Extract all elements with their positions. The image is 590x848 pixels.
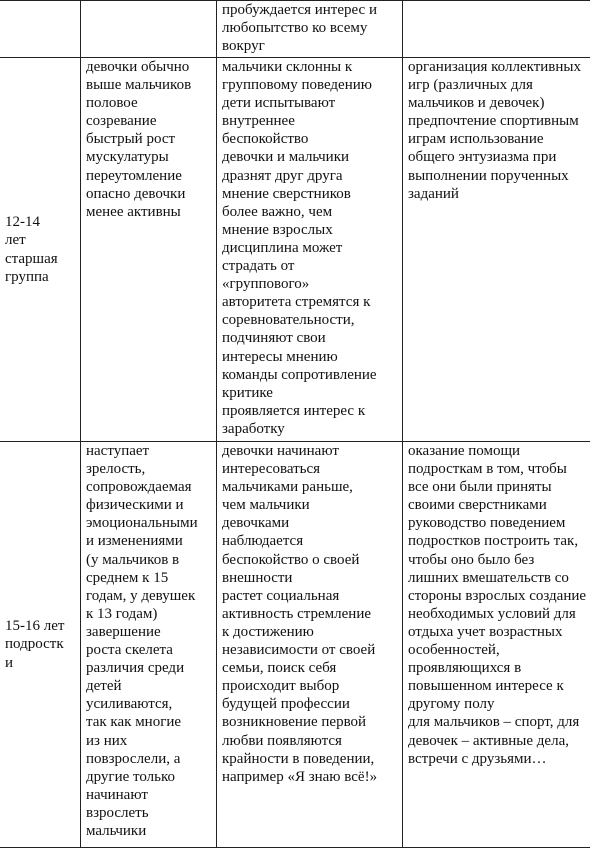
cell-text-line: переутомление (86, 167, 212, 185)
cell-text-line: авторитета стремятся к (222, 293, 398, 311)
cell-text-line: эмоциональными (86, 514, 212, 532)
cell-text-line: любопытство ко всему (222, 19, 398, 37)
cell-text-line: игр (различных для (408, 76, 590, 94)
cell-text-line: критике (222, 384, 398, 402)
cell-text-line: и изменениями (86, 532, 212, 550)
cell-text-line: зрелость, (86, 460, 212, 478)
cell-text-line: старшая (5, 250, 76, 268)
cell-text-line: усиливаются, (86, 695, 212, 713)
cell-text-line: организация коллективных (408, 58, 590, 76)
cell-text-line: проявляется интерес к (222, 402, 398, 420)
cell-text-line: встречи с друзьями… (408, 750, 590, 768)
cell-text-line: мальчиков и девочек) (408, 94, 590, 112)
cell-text-line: например «Я знаю всё!» (222, 768, 398, 786)
cell-text-line: физическими и (86, 496, 212, 514)
table-row (0, 1, 590, 58)
features-cell (81, 442, 217, 848)
cell-text-line: все они были приняты (408, 478, 590, 496)
cell-text-line: любви появляются (222, 732, 398, 750)
cell-text-line: повзрослели, а (86, 750, 212, 768)
cell-text-line: чем мальчики (222, 496, 398, 514)
cell-text-line: вокруг (222, 37, 398, 55)
cell-text-line: мальчики (86, 822, 212, 840)
cell-text-line: подчиняют свои (222, 329, 398, 347)
cell-text-line: выполнении порученных (408, 167, 590, 185)
cell-text-line: роста скелета (86, 641, 212, 659)
cell-text-line: дисциплина может (222, 239, 398, 257)
cell-text-line: сопровождаемая (86, 478, 212, 496)
cell-text-line: будущей профессии (222, 695, 398, 713)
cell-text-line: годам, у девушек (86, 587, 212, 605)
cell-text-line: взрослеть (86, 804, 212, 822)
features-cell (81, 1, 217, 58)
cell-text-line: другие только (86, 768, 212, 786)
cell-text-line: 15-16 лет (5, 617, 76, 635)
cell-text-line: дети испытывают (222, 94, 398, 112)
table-row (0, 442, 590, 848)
cell-text-line: к 13 годам) (86, 605, 212, 623)
cell-text-line: для мальчиков – спорт, для (408, 713, 590, 731)
cell-text-line: лишних вмешательств со (408, 569, 590, 587)
cell-text-line: завершение (86, 623, 212, 641)
age-cell (0, 442, 81, 848)
cell-text-line: созревание (86, 112, 212, 130)
cell-text-line: группа (5, 268, 76, 286)
cell-text-line: дразнят друг друга (222, 167, 398, 185)
cell-text-line: к достижению (222, 623, 398, 641)
cell-text-line: наблюдается (222, 532, 398, 550)
cell-text-line: крайности в поведении, (222, 750, 398, 768)
psychology-cell (217, 442, 403, 848)
cell-text-line: опасно девочки (86, 185, 212, 203)
cell-text-line: девочками (222, 514, 398, 532)
psychology-cell (217, 1, 403, 58)
cell-text-line: лет (5, 231, 76, 249)
cell-text-line: независимости от своей (222, 641, 398, 659)
cell-text-line: девочек – активные дела, (408, 732, 590, 750)
cell-text-line: менее активны (86, 203, 212, 221)
cell-text-line: мнение сверстников (222, 185, 398, 203)
age-cell (0, 1, 81, 58)
cell-text-line: девочки и мальчики (222, 148, 398, 166)
cell-text-line: отдыха учет возрастных (408, 623, 590, 641)
cell-text-line: так как многие (86, 713, 212, 731)
cell-text-line: другому полу (408, 695, 590, 713)
cell-text-line: быстрый рост (86, 130, 212, 148)
cell-text-line: оказание помощи (408, 442, 590, 460)
cell-text-line: внутреннее (222, 112, 398, 130)
cell-text-line: подростков построить так, (408, 532, 590, 550)
cell-text-line: подросткам в том, чтобы (408, 460, 590, 478)
cell-text-line: «группового» (222, 275, 398, 293)
recommendations-cell (403, 58, 590, 442)
cell-text-line: проявляющихся в (408, 659, 590, 677)
psychology-cell (217, 58, 403, 442)
cell-text-line: стороны взрослых создание (408, 587, 590, 605)
cell-text-line: мальчиками раньше, (222, 478, 398, 496)
cell-text-line: мальчики склонны к (222, 58, 398, 76)
cell-text-line: интересы мнению (222, 348, 398, 366)
cell-text-line: пробуждается интерес и (222, 1, 398, 19)
cell-text-line: подростк (5, 635, 76, 653)
cell-text-line: беспокойство (222, 130, 398, 148)
cell-text-line: мускулатуры (86, 148, 212, 166)
cell-text-line: руководство поведением (408, 514, 590, 532)
cell-text-line: заработку (222, 420, 398, 438)
cell-text-line: более важно, чем (222, 203, 398, 221)
cell-text-line: выше мальчиков (86, 76, 212, 94)
cell-text-line: девочки обычно (86, 58, 212, 76)
cell-text-line: групповому поведению (222, 76, 398, 94)
cell-text-line: команды сопротивление (222, 366, 398, 384)
cell-text-line: заданий (408, 185, 590, 203)
cell-text-line: 12-14 (5, 213, 76, 231)
cell-text-line: различия среди (86, 659, 212, 677)
table-row (0, 58, 590, 442)
features-cell (81, 58, 217, 442)
cell-text-line: соревновательности, (222, 311, 398, 329)
cell-text-line: беспокойство о своей (222, 551, 398, 569)
cell-text-line: повышенном интересе к (408, 677, 590, 695)
recommendations-cell (403, 442, 590, 848)
cell-text-line: особенностей, (408, 641, 590, 659)
cell-text-line: половое (86, 94, 212, 112)
cell-text-line: наступает (86, 442, 212, 460)
cell-text-line: растет социальная (222, 587, 398, 605)
cell-text-line: начинают (86, 786, 212, 804)
cell-text-line: детей (86, 677, 212, 695)
cell-text-line: активность стремление (222, 605, 398, 623)
cell-text-line: и (5, 654, 76, 672)
cell-text-line: семьи, поиск себя (222, 659, 398, 677)
age-cell (0, 58, 81, 442)
recommendations-cell (403, 1, 590, 58)
cell-text-line: мнение взрослых (222, 221, 398, 239)
cell-text-line: страдать от (222, 257, 398, 275)
cell-text-line: интересоваться (222, 460, 398, 478)
cell-text-line: играм использование (408, 130, 590, 148)
cell-text-line: (у мальчиков в (86, 551, 212, 569)
cell-text-line: предпочтение спортивным (408, 112, 590, 130)
cell-text-line: девочки начинают (222, 442, 398, 460)
cell-text-line: общего энтузиазма при (408, 148, 590, 166)
cell-text-line: происходит выбор (222, 677, 398, 695)
cell-text-line: своими сверстниками (408, 496, 590, 514)
cell-text-line: чтобы оно было без (408, 551, 590, 569)
cell-text-line: необходимых условий для (408, 605, 590, 623)
cell-text-line: внешности (222, 569, 398, 587)
cell-text-line: возникновение первой (222, 713, 398, 731)
cell-text-line: из них (86, 732, 212, 750)
cell-text-line: среднем к 15 (86, 569, 212, 587)
